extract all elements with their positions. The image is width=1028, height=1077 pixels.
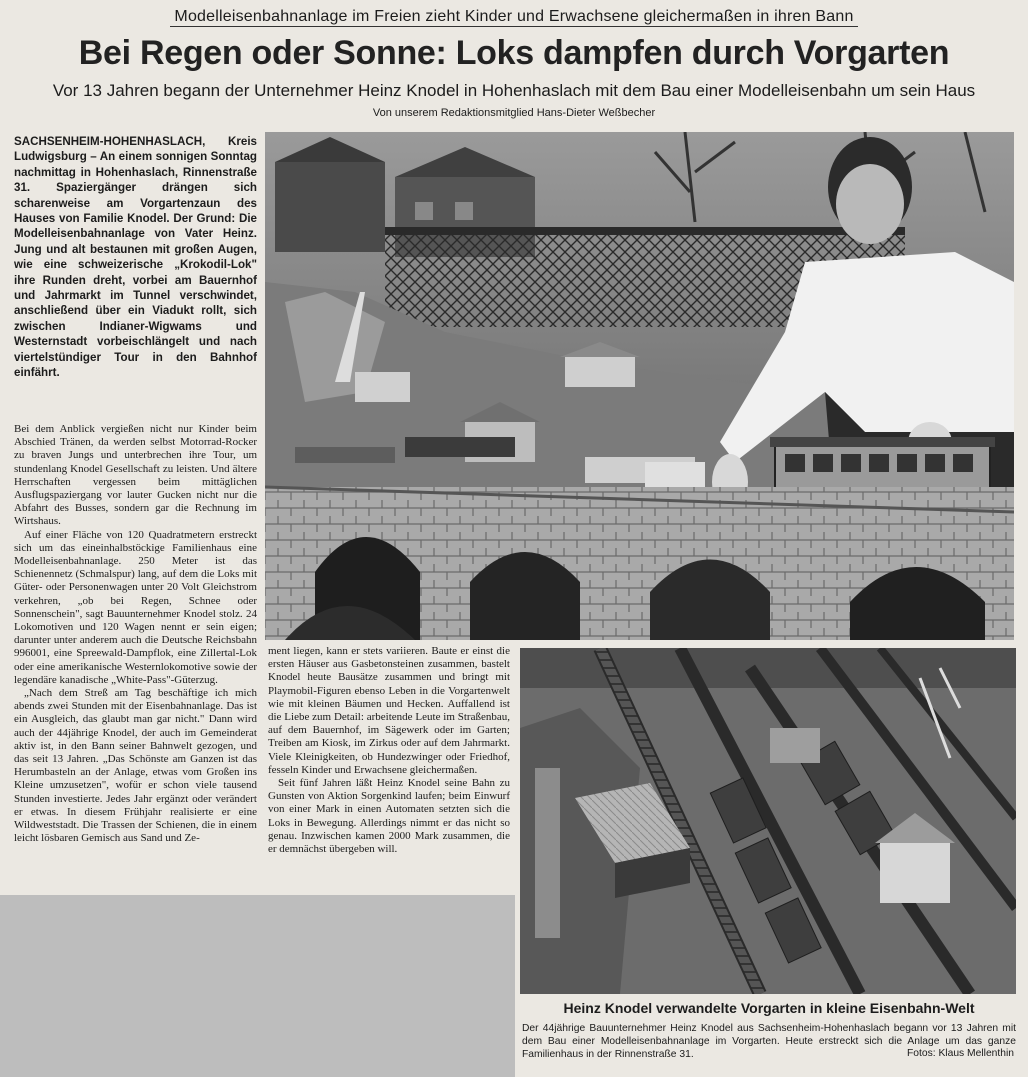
photo-caption-title: Heinz Knodel verwandelte Vorgarten in kleine Eisenbahn-Welt bbox=[563, 1000, 975, 1016]
article-column-2 bbox=[268, 645, 510, 856]
paragraph: „Nach dem Streß am Tag beschäftige ich mich abends zwei Stunden mit der Eisenbahnanlage. Das ist ein Ausgleich, das glaubt man gar nicht." Dann wird auch der 44jährige Knodel, der auch im Gemeinderat aktiv ist, in den Bann seiner Bahnwelt gezogen, und das seit 13 Jahren. „Das Schönste am Ganzen ist das Herumbasteln an der Anlage, etwas vom Großen ins Kleine umzusetzen", wofür er schon viele tausend Stunden investierte. Jedes Jahr ergänzt oder verändert er etwas. In diesem Frühjahr realisierte er eine Wildweststadt. Die Trassen der Schienen, die in einem leicht lösbaren Gemisch aus Sand und Ze- bbox=[14, 687, 257, 845]
article-subheadline: Vor 13 Jahren begann der Unternehmer Heinz Knodel in Hohenhaslach mit dem Bau einer Modelleisenbahn um sein Haus bbox=[52, 81, 976, 100]
blank-gray-area bbox=[0, 895, 515, 1077]
paragraph: ment liegen, kann er stets variieren. Baute er einst die ersten Häuser aus Gasbetonsteinen zusammen, bastelt Knodel heute Bausätze zusammen und bringt mit Playmobil-Figuren ebenso Leben in die Vorgartenwelt wie mit kleinen Bäumen und Hecken. Auffallend ist die Liebe zum Detail: arbeitende Leute im Straßenbau, auf dem Bauernhof, im Sägewerk oder im Garten; Treiben am Kiosk, im Zirkus oder auf dem Jahrmarkt. Viele Kleinigkeiten, ob Hundezwinger oder Friedhof, fesseln Kinder und Erwachsene gleichermaßen. bbox=[268, 645, 510, 776]
article-lead: SACHSENHEIM-HOHENHASLACH, Kreis Ludwigsburg – An einem sonnigen Sonntag nachmittag in Hohenhaslach, Rinnenstraße 31. Spaziergänger drängen sich scharenweise am Vorgartenzaun des Hauses von Familie Knodel. Der Grund: Die Modelleisenbahnanlage von Vater Heinz. Jung und alt bestaunen mit großen Augen, wie eine schweizerische „Krokodil-Lok" ihre Runden dreht, vorbei am Bauernhof und Jahrmarkt im Tunnel verschwindet, anschließend über ein Viadukt rollt, sich zwischen Indianer-Wigwams und Westernstadt vorbeischlängelt und nach viertelstündiger Tour in den Bahnhof einfährt. bbox=[14, 135, 257, 380]
article-column-1 bbox=[14, 423, 257, 846]
photo-model-railway-viaduct bbox=[265, 132, 1014, 640]
photo-credit: Fotos: Klaus Mellenthin bbox=[906, 1048, 1014, 1059]
photo-model-railway-station bbox=[520, 648, 1016, 994]
article-byline: Von unserem Redaktionsmitglied Hans-Dieter Weßbecher bbox=[372, 107, 656, 119]
paragraph: Auf einer Fläche von 120 Quadratmetern erstreckt sich um das eineinhalbstöckige Familienhaus eine Modelleisenbahnanlage. 250 Meter ist das Schienennetz (Schmalspur) lang, auf dem die Loks mit Güter- oder Personenwagen unter 20 Volt Gleichstrom verkehren, „ob bei Regen, Schnee oder Sonnenschein", sagt Bauunternehmer Knodel stolz. 24 Lokomotiven und 120 Wagen nennt er sein eigen; darunter unter anderem auch die Deutsche Reichsbahn 996001, eine Spreewald-Dampflok, eine Zillertal-Lok oder eine amerikanische Westernlokomotive sowie der legendäre kanadische „White-Pass"-Güterzug. bbox=[14, 528, 257, 686]
paragraph: Bei dem Anblick vergießen nicht nur Kinder beim Abschied Tränen, da werden selbst Motorrad-Rocker zu braven Jungs und unterbrechen ihre Tour, um stundenlang Knodel Gesellschaft zu leisten. Und ältere Herrschaften vergessen beim mittäglichen Ausflugspaziergang vor lauter Gucken nicht nur die Abfahrt des Busses, sondern gar die Rechnung im Wirtshaus. bbox=[14, 423, 257, 528]
photo-caption-text: Der 44jährige Bauunternehmer Heinz Knodel aus Sachsenheim-Hohenhaslach begann vor 13 Jahren mit dem Bau einer Modelleisenbahnanlage im Vorgarten. Heute erstreckt sich die Anlage um das ganze Familienhaus in der Rinnenstraße 31. bbox=[522, 1023, 1016, 1060]
paragraph: Seit fünf Jahren läßt Heinz Knodel seine Bahn zu Gunsten von Aktion Sorgenkind laufen; beim Einwurf von einer Mark in einen Automaten setzten sich die Loks in Bewegung. Allerdings nimmt er das nicht so genau. Inzwischen kamen 2000 Mark zusammen, die er demnächst übergeben will. bbox=[268, 777, 510, 856]
article-kicker: Modelleisenbahnanlage im Freien zieht Kinder und Erwachsene gleichermaßen in ihren Bann bbox=[0, 8, 1028, 26]
article-headline: Bei Regen oder Sonne: Loks dampfen durch Vorgarten bbox=[78, 34, 950, 72]
